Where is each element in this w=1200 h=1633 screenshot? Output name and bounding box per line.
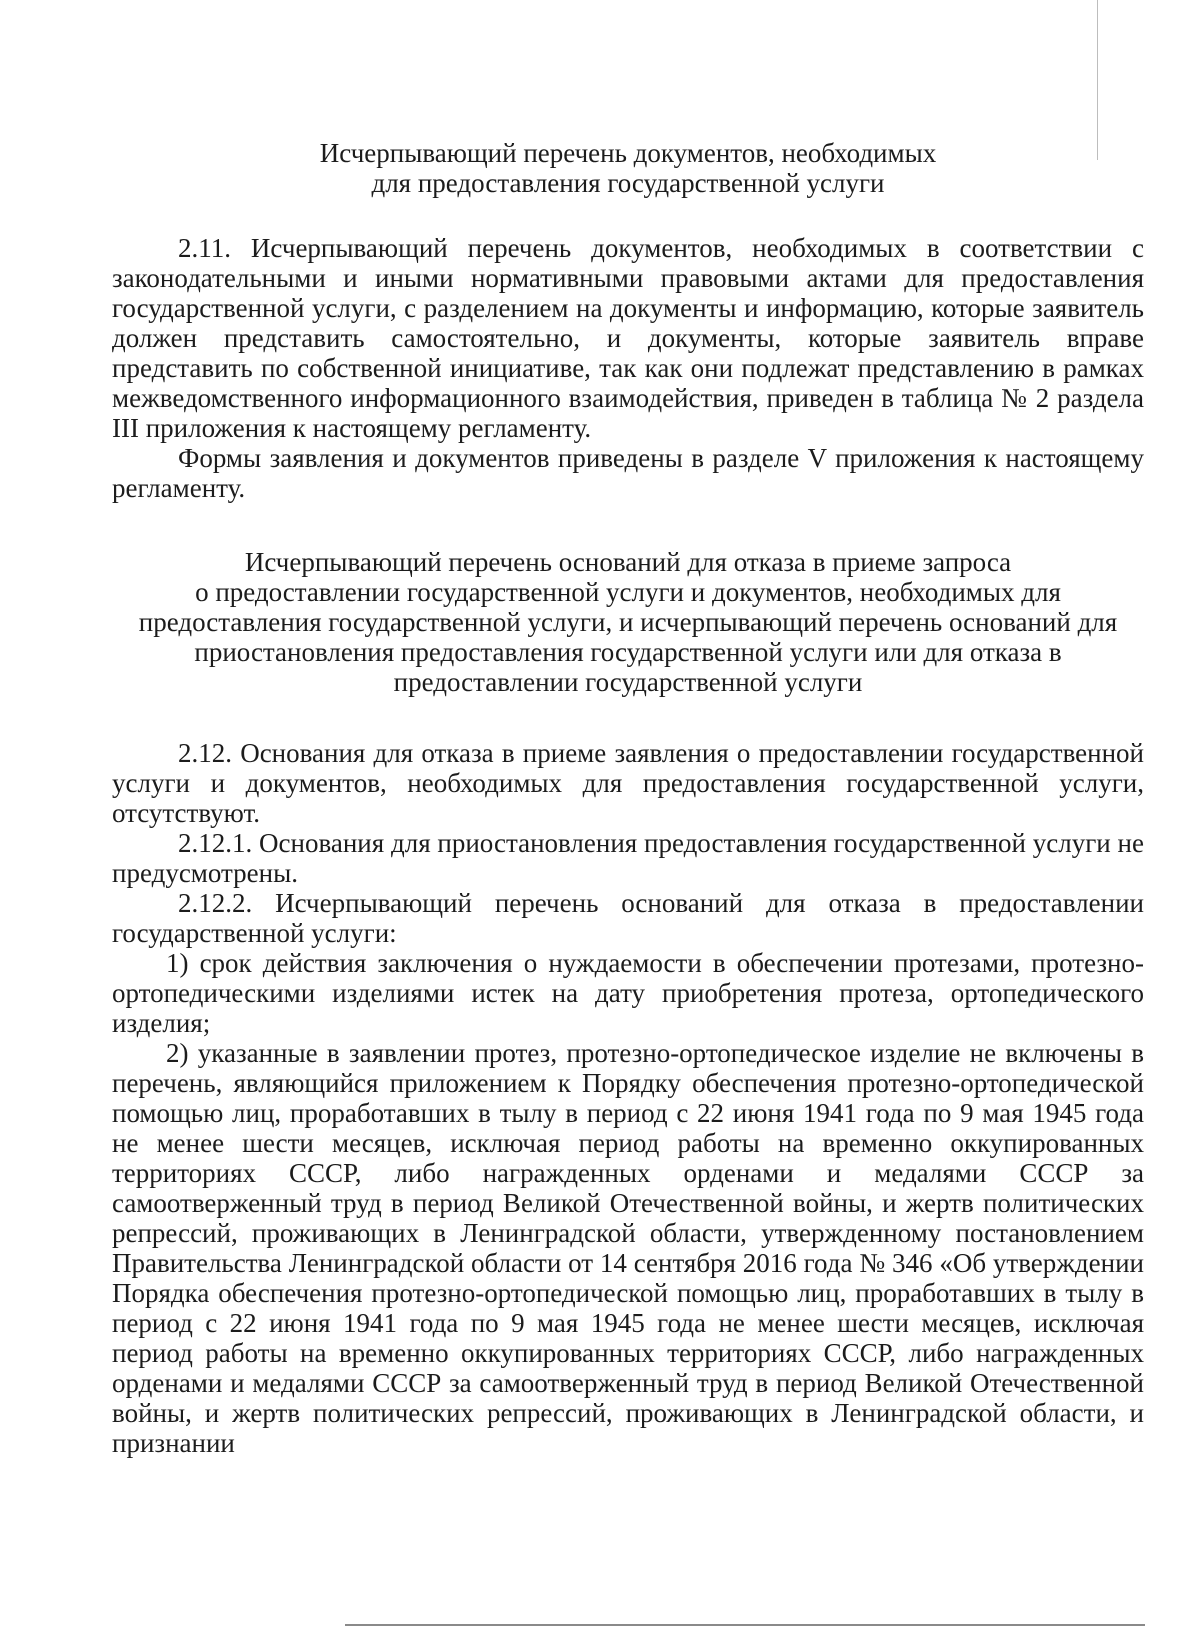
scan-edge-mark bbox=[1097, 0, 1098, 160]
heading-line: предоставлении государственной услуги bbox=[393, 667, 863, 697]
paragraph-2-12-1: 2.12.1. Основания для приостановления предоставления государственной услуги не предусмотрены. bbox=[112, 828, 1144, 888]
heading-line: о предоставлении государственной услуги и документов, необходимых для bbox=[195, 577, 1061, 607]
section-heading-refusal-grounds bbox=[112, 547, 1144, 697]
paragraph-2-12-2: 2.12.2. Исчерпывающий перечень оснований для отказа в предоставлении государственной услуги: bbox=[112, 888, 1144, 948]
heading-line: предоставления государственной услуги, и исчерпывающий перечень оснований для bbox=[138, 607, 1118, 637]
paragraph-2-12: 2.12. Основания для отказа в приеме заявления о предоставлении государственной услуги и документов, необходимых для предоставления государственной услуги, отсутствуют. bbox=[112, 738, 1144, 828]
heading-line: для предоставления государственной услуги bbox=[371, 168, 885, 198]
heading-line: Исчерпывающий перечень оснований для отказа в приеме запроса bbox=[244, 547, 1012, 577]
section-heading-documents bbox=[112, 138, 1144, 198]
list-item-1: 1) срок действия заключения о нуждаемости в обеспечении протезами, протезно-ортопедическими изделиями истек на дату приобретения протеза, ортопедического изделия; bbox=[112, 948, 1144, 1038]
paragraph-forms: Формы заявления и документов приведены в разделе V приложения к настоящему регламенту. bbox=[112, 443, 1144, 503]
heading-line: приостановления предоставления государственной услуги или для отказа в bbox=[194, 637, 1062, 667]
section-2-12 bbox=[112, 738, 1144, 1458]
section-2-11 bbox=[112, 233, 1144, 503]
scan-bottom-line bbox=[345, 1624, 1145, 1626]
heading-line: Исчерпывающий перечень документов, необходимых bbox=[319, 138, 937, 168]
list-item-2: 2) указанные в заявлении протез, протезно-ортопедическое изделие не включены в перечень, являющийся приложением к Порядку обеспечения протезно-ортопедической помощью лиц, проработавших в тылу в период с 22 июня 1941 года по 9 мая 1945 года не менее шести месяцев, исключая период работы на временно оккупированных территориях СССР, либо награжденных орденами и медалями СССР за самоотверженный труд в период Великой Отечественной войны, и жертв политических репрессий, проживающих в Ленинградской области, утвержденному постановлением Правительства Ленинградской области от 14 сентября 2016 года № 346 «Об утверждении Порядка обеспечения протезно-ортопедической помощью лиц, проработавших в тылу в период с 22 июня 1941 года по 9 мая 1945 года не менее шести месяцев, исключая период работы на временно оккупированных территориях СССР, либо награжденных орденами и медалями СССР за самоотверженный труд в период Великой Отечественной войны, и жертв политических репрессий, проживающих в Ленинградской области, и признании bbox=[112, 1038, 1144, 1458]
paragraph-2-11: 2.11. Исчерпывающий перечень документов, необходимых в соответствии с законодательными и иными нормативными правовыми актами для предоставления государственной услуги, с разделением на документы и информацию, которые заявитель должен представить самостоятельно, и документы, которые заявитель вправе представить по собственной инициативе, так как они подлежат представлению в рамках межведомственного информационного взаимодействия, приведен в таблица № 2 раздела III приложения к настоящему регламенту. bbox=[112, 233, 1144, 443]
